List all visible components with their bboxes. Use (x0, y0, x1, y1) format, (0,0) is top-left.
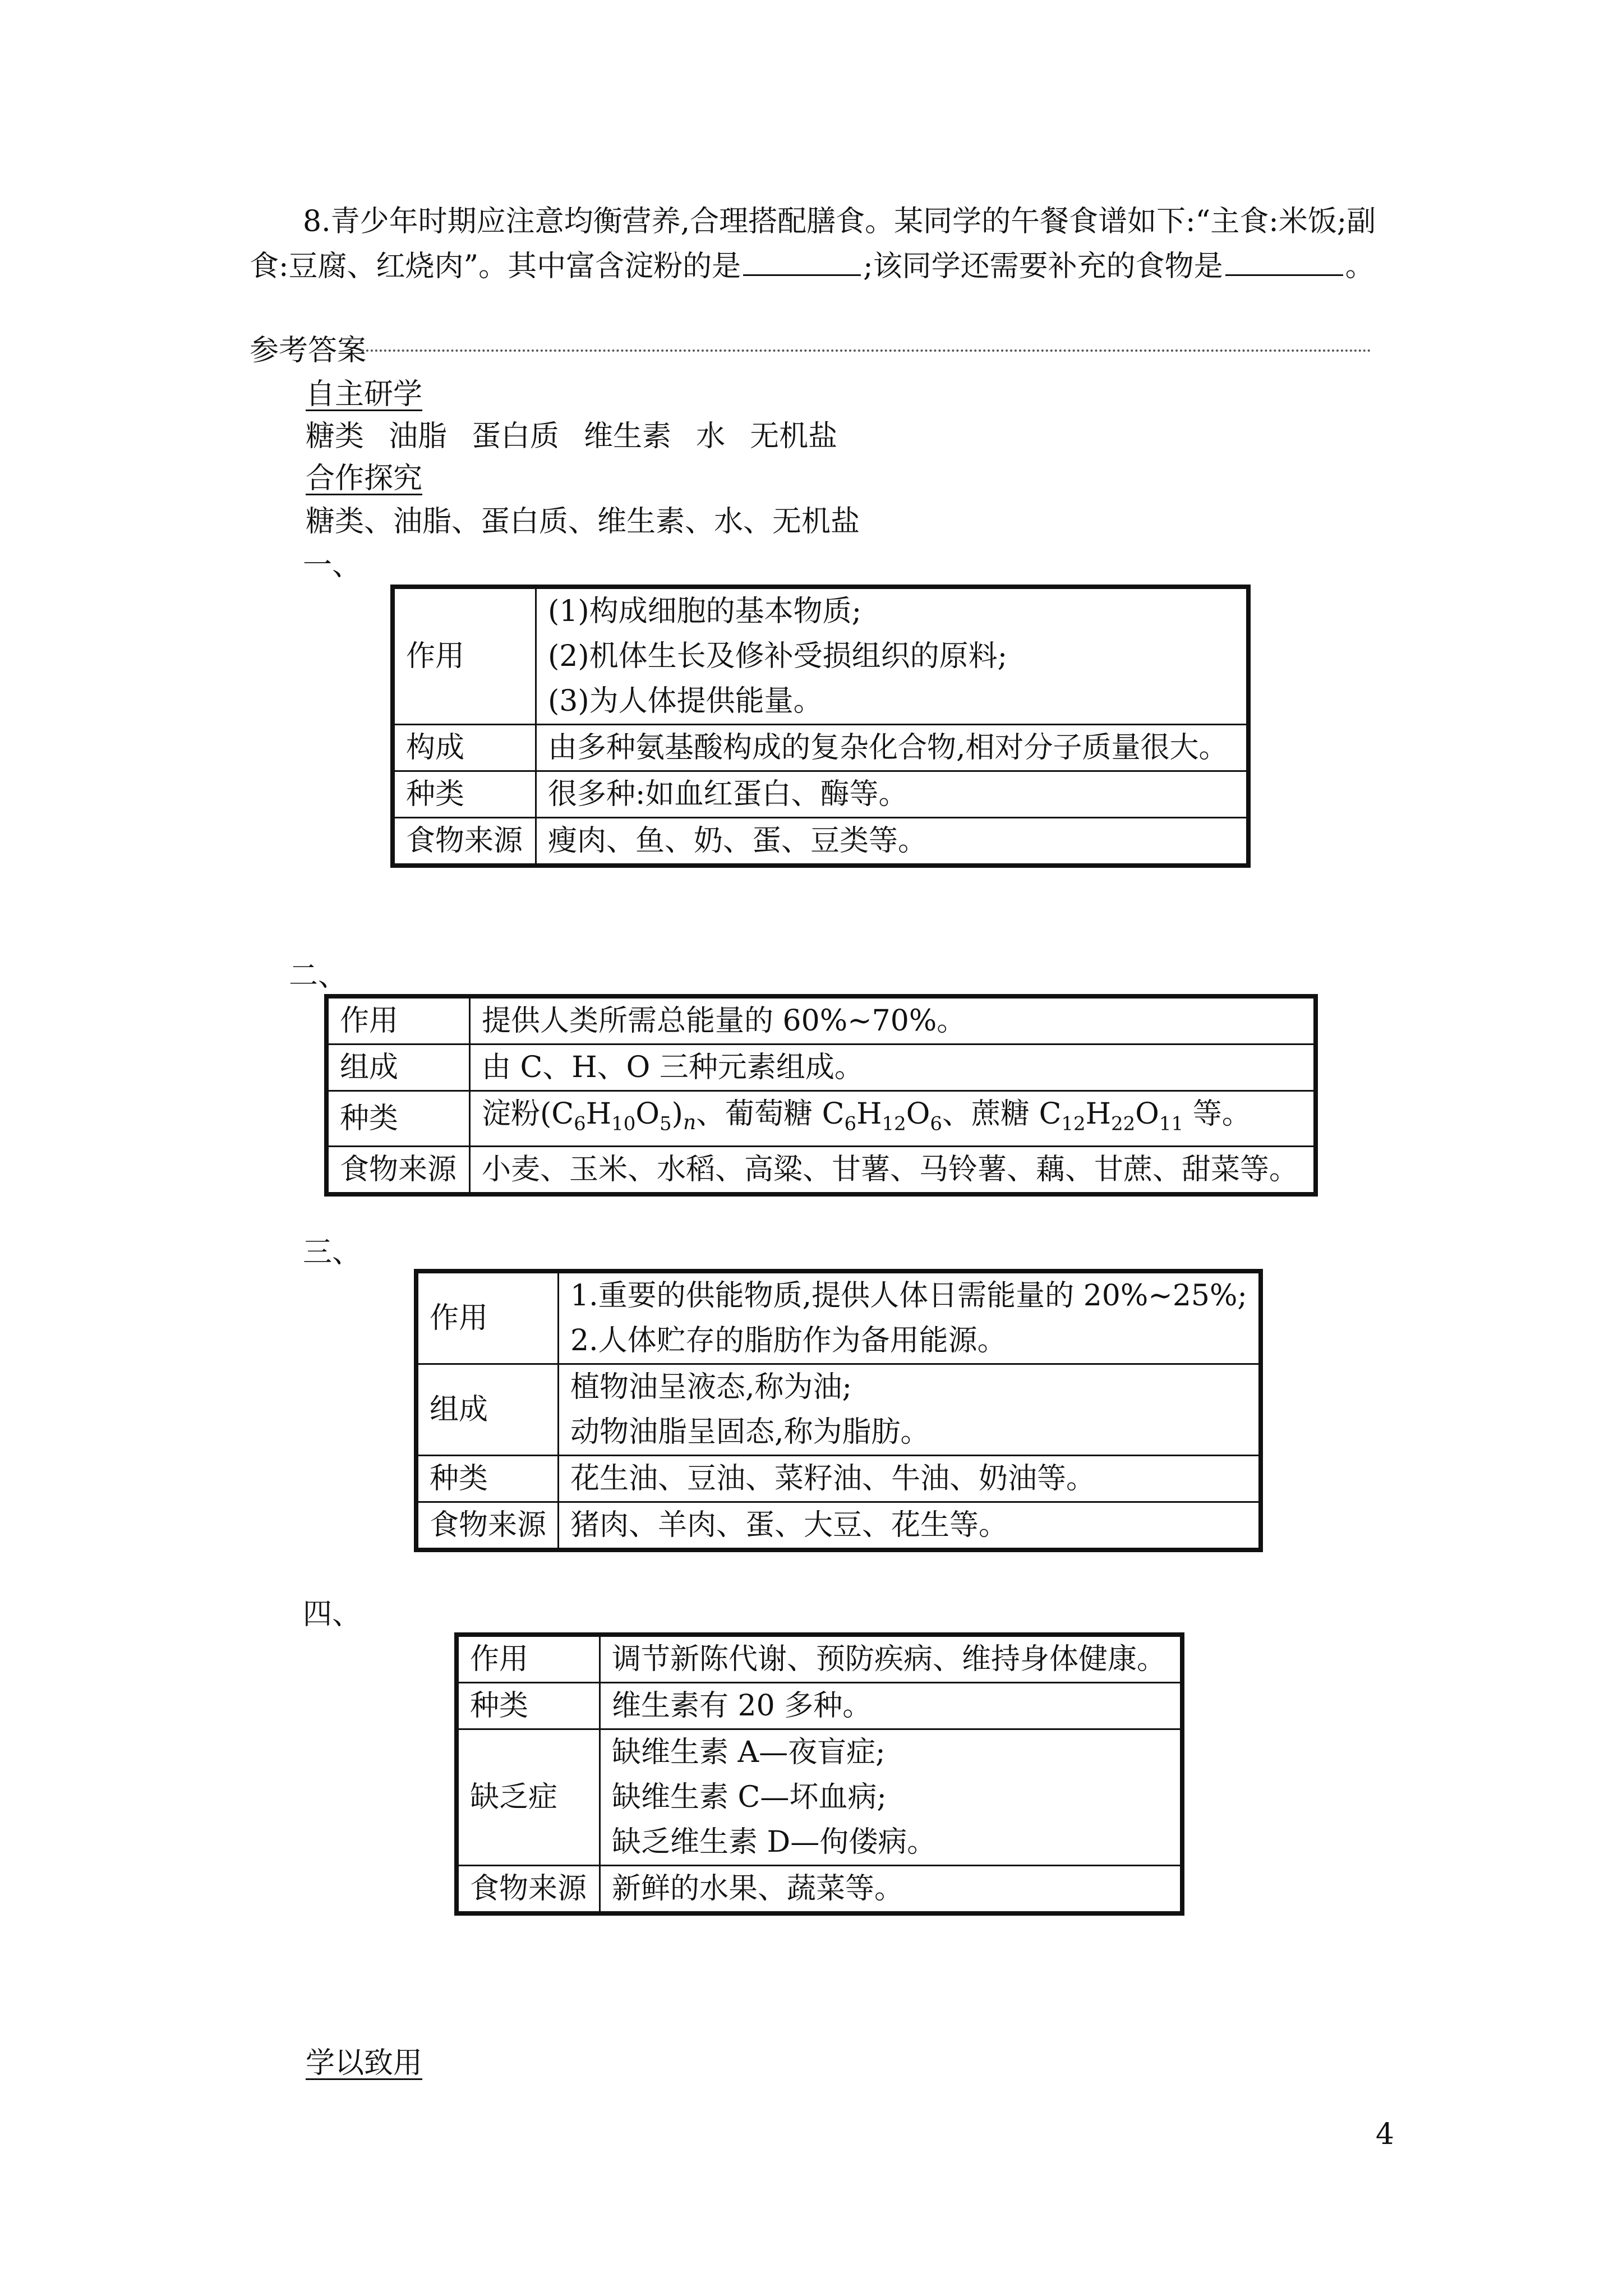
table-carbohydrate (324, 994, 1318, 1197)
table-row (393, 725, 1248, 771)
table-1-label: 一、 (303, 549, 362, 582)
row-header: 种类 (393, 771, 536, 818)
zizhu-title-text: 自主研学 (306, 378, 423, 411)
value-line: 缺乏维生素 D—佝偻病。 (612, 1825, 937, 1859)
hezuo-text: 糖类、油脂、蛋白质、维生素、水、无机盐 (306, 505, 860, 539)
row-header: 作用 (457, 1635, 600, 1683)
value-line: 植物油呈液态,称为油; (570, 1370, 852, 1404)
glucose-formula: $C_6H_{12}O_6$ (822, 1097, 943, 1135)
table-row (326, 1045, 1316, 1091)
row-value (559, 1271, 1261, 1364)
table-3-label: 三、 (303, 1236, 362, 1269)
row-header: 种类 (416, 1456, 559, 1502)
etc-label: 等。 (1192, 1097, 1251, 1131)
row-header: 食物来源 (326, 1147, 470, 1195)
zizhu-items (306, 414, 837, 459)
table-row (457, 1866, 1182, 1914)
table-row (457, 1683, 1182, 1729)
sucrose-formula: $C_{12}H_{22}O_{11}$ (1039, 1097, 1184, 1135)
row-header: 作用 (416, 1271, 559, 1364)
page-number: 4 (1375, 2118, 1394, 2151)
question-8-line-2 (250, 244, 1375, 289)
row-value: 由 C、H、O 三种元素组成。 (470, 1045, 1316, 1091)
table-row (326, 1091, 1316, 1147)
table-row (457, 1635, 1182, 1683)
row-value: 花生油、豆油、菜籽油、牛油、奶油等。 (559, 1456, 1261, 1502)
row-header: 作用 (393, 587, 536, 725)
zizhu-item: 维生素 (584, 420, 672, 453)
table-row (457, 1729, 1182, 1866)
value-line: (1)构成细胞的基本物质; (548, 595, 862, 628)
table-vitamin (454, 1632, 1184, 1916)
starch-label: 淀粉 (482, 1097, 541, 1131)
polymer-n: n (683, 1111, 697, 1134)
row-header: 食物来源 (416, 1502, 559, 1550)
question-8-text-b: ;该同学还需要补充的食物是 (863, 250, 1223, 283)
hezuo-title-text: 合作探究 (306, 462, 423, 495)
row-value: 新鲜的水果、蔬菜等。 (600, 1866, 1183, 1914)
table-4-label: 四、 (303, 1598, 362, 1631)
table-row (416, 1364, 1261, 1456)
zizhu-item: 糖类 (306, 420, 365, 453)
table-row (393, 771, 1248, 818)
table-row (393, 818, 1248, 866)
row-header: 构成 (393, 725, 536, 771)
dotted-leader (362, 349, 1371, 352)
question-8-text-a: 食:豆腐、红烧肉”。其中富含淀粉的是 (250, 250, 741, 283)
row-value-formulas (470, 1091, 1316, 1147)
starch-formula: $(C_6H_{10}O_5)$ (540, 1097, 683, 1135)
row-value: 提供人类所需总能量的 60%~70%。 (470, 996, 1316, 1045)
value-line: 缺维生素 A—夜盲症; (612, 1736, 886, 1769)
table-row (393, 587, 1248, 725)
value-line: (3)为人体提供能量。 (548, 684, 823, 718)
xueyi-title (306, 2041, 422, 2086)
row-value (536, 587, 1249, 725)
table-row (416, 1271, 1261, 1364)
table-row (326, 996, 1316, 1045)
table-row (416, 1502, 1261, 1550)
row-value (559, 1364, 1261, 1456)
row-value: 由多种氨基酸构成的复杂化合物,相对分子质量很大。 (536, 725, 1249, 771)
answer-blank-2[interactable] (1225, 244, 1343, 276)
hezuo-title (306, 456, 422, 501)
row-header: 组成 (326, 1045, 470, 1091)
question-8-line-1: 8.青少年时期应注意均衡营养,合理搭配膳食。某同学的午餐食谱如下:“主食:米饭;副 (303, 205, 1376, 238)
zizhu-item: 无机盐 (750, 420, 838, 453)
row-value: 很多种:如血红蛋白、酶等。 (536, 771, 1249, 818)
row-header: 种类 (326, 1091, 470, 1147)
xueyi-title-text: 学以致用 (306, 2046, 423, 2080)
table-2-label: 二、 (289, 959, 348, 993)
answers-heading (250, 328, 1371, 373)
row-header: 组成 (416, 1364, 559, 1456)
zizhu-item: 油脂 (389, 420, 448, 453)
zizhu-item: 蛋白质 (472, 420, 560, 453)
value-line: 动物油脂呈固态,称为脂肪。 (570, 1415, 930, 1449)
answers-heading-text: 参考答案 (250, 334, 367, 367)
table-row (326, 1147, 1316, 1195)
row-value: 调节新陈代谢、预防疾病、维持身体健康。 (600, 1635, 1183, 1683)
glucose-label: 、葡萄糖 (696, 1097, 813, 1131)
row-header: 食物来源 (393, 818, 536, 866)
row-value: 猪肉、羊肉、蛋、大豆、花生等。 (559, 1502, 1261, 1550)
table-fat (414, 1269, 1263, 1552)
row-header: 缺乏症 (457, 1729, 600, 1866)
zizhu-title (306, 372, 422, 417)
row-header: 作用 (326, 996, 470, 1045)
question-8-text-c: 。 (1345, 250, 1375, 283)
zizhu-item: 水 (696, 420, 726, 453)
row-header: 种类 (457, 1683, 600, 1729)
table-protein (390, 585, 1251, 868)
value-line: 1.重要的供能物质,提供人体日需能量的 20%~25%; (570, 1279, 1247, 1313)
row-value: 维生素有 20 多种。 (600, 1683, 1183, 1729)
row-header: 食物来源 (457, 1866, 600, 1914)
value-line: 2.人体贮存的脂肪作为备用能源。 (570, 1324, 1007, 1358)
value-line: 缺维生素 C—坏血病; (612, 1780, 887, 1814)
answer-blank-1[interactable] (743, 244, 861, 276)
row-value: 小麦、玉米、水稻、高粱、甘薯、马铃薯、藕、甘蔗、甜菜等。 (470, 1147, 1316, 1195)
sucrose-label: 、蔗糖 (942, 1097, 1030, 1131)
row-value: 瘦肉、鱼、奶、蛋、豆类等。 (536, 818, 1249, 866)
table-row (416, 1456, 1261, 1502)
value-line: (2)机体生长及修补受损组织的原料; (548, 639, 1008, 673)
row-value (600, 1729, 1183, 1866)
